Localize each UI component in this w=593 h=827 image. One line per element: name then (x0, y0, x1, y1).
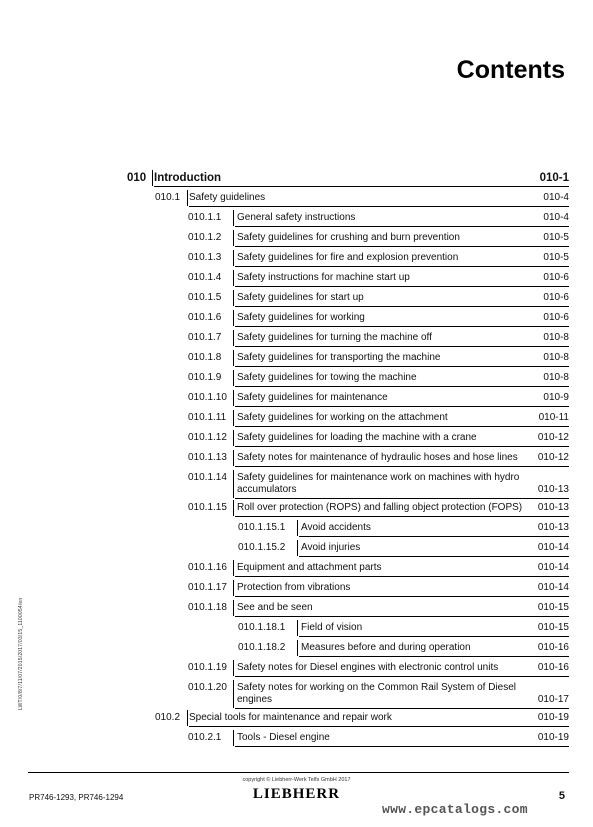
toc-entry-page: 010-13 (537, 484, 569, 495)
toc-entry-number: 010.1.4 (188, 272, 222, 283)
toc-entry-title: Equipment and attachment parts (237, 562, 382, 573)
toc-underline (235, 676, 569, 677)
toc-entry-title: General safety instructions (237, 212, 356, 223)
toc-entry-title: Safety guidelines for start up (237, 292, 364, 303)
toc-underline (235, 498, 569, 499)
toc-entry-title: Field of vision (301, 622, 363, 633)
toc-entry-page: 010-12 (537, 432, 569, 443)
toc-entry-number: 010.1 (155, 192, 181, 203)
toc-underline (235, 326, 569, 327)
toc-entry[interactable] (0, 472, 593, 496)
toc-indent-bar (233, 450, 234, 466)
toc-indent-bar (233, 680, 234, 708)
toc-underline (235, 366, 569, 367)
toc-indent-bar (233, 500, 234, 516)
toc-entry[interactable] (0, 542, 593, 554)
toc-underline (299, 536, 569, 537)
toc-entry[interactable] (0, 392, 593, 404)
toc-entry[interactable] (0, 372, 593, 384)
toc-indent-bar (233, 230, 234, 246)
toc-indent-bar (233, 430, 234, 446)
toc-entry-title: Safety guidelines for towing the machine (237, 372, 417, 383)
toc-entry-page: 010-15 (537, 602, 569, 613)
toc-entry-title: Safety guidelines (189, 192, 266, 203)
toc-entry-page: 010-17 (537, 694, 569, 705)
toc-entry[interactable] (0, 642, 593, 654)
toc-entry[interactable] (0, 212, 593, 224)
toc-entry-page: 010-14 (537, 542, 569, 553)
toc-entry-number: 010.1.14 (188, 472, 227, 483)
toc-entry[interactable] (0, 312, 593, 324)
toc-underline (235, 708, 569, 709)
toc-entry-number: 010.1.18.2 (238, 642, 286, 653)
toc-entry-number: 010.2.1 (188, 732, 222, 743)
toc-underline (235, 576, 569, 577)
toc-entry-page: 010-5 (543, 252, 569, 263)
toc-indent-bar (187, 710, 188, 726)
toc-entry[interactable] (0, 522, 593, 534)
toc-entry-page: 010-4 (543, 192, 569, 203)
toc-indent-bar (233, 350, 234, 366)
toc-entry-number: 010.2 (155, 712, 181, 723)
toc-entry-number: 010.1.6 (188, 312, 222, 323)
toc-underline (235, 406, 569, 407)
toc-entry-title: Avoid accidents (301, 522, 371, 533)
toc-underline (299, 556, 569, 557)
toc-underline (235, 466, 569, 467)
toc-indent-bar (233, 580, 234, 596)
toc-entry-page: 010-8 (543, 352, 569, 363)
toc-entry-number: 010.1.3 (188, 252, 222, 263)
toc-indent-bar (233, 310, 234, 326)
toc-indent-bar (233, 250, 234, 266)
toc-indent-bar (233, 290, 234, 306)
toc-entry-title: Safety guidelines for crushing and burn prevention (237, 232, 460, 243)
toc-entry-number: 010 (127, 172, 147, 184)
toc-entry-title: Safety guidelines for fire and explosion prevention (237, 252, 459, 263)
toc-entry-title: Safety guidelines for maintenance (237, 392, 388, 403)
toc-entry-page: 010-8 (543, 332, 569, 343)
toc-entry-page: 010-16 (537, 642, 569, 653)
toc-indent-bar (233, 410, 234, 426)
toc-underline (235, 426, 569, 427)
toc-entry-number: 010.1.8 (188, 352, 222, 363)
toc-indent-bar (297, 640, 298, 656)
toc-entry-title: Safety guidelines for working on the attachment (237, 412, 448, 423)
model-numbers: PR746-1293, PR746-1294 (29, 793, 124, 802)
toc-entry-title: Safety notes for working on the Common Rail System of Diesel engines (237, 682, 517, 705)
toc-entry-number: 010.1.18 (188, 602, 227, 613)
toc-entry-page: 010-6 (543, 272, 569, 283)
toc-indent-bar (233, 660, 234, 676)
toc-entry[interactable] (0, 582, 593, 594)
toc-indent-bar (233, 210, 234, 226)
toc-entry-page: 010-15 (537, 622, 569, 633)
toc-entry-number: 010.1.7 (188, 332, 222, 343)
toc-indent-bar (233, 270, 234, 286)
toc-underline (235, 386, 569, 387)
toc-entry-title: Safety guidelines for transporting the machine (237, 352, 441, 363)
toc-entry-page: 010-8 (543, 372, 569, 383)
toc-entry-page: 010-9 (543, 392, 569, 403)
toc-entry-number: 010.1.16 (188, 562, 227, 573)
toc-entry[interactable] (0, 732, 593, 744)
toc-entry[interactable] (0, 682, 593, 706)
toc-entry-page: 010-13 (537, 502, 569, 513)
toc-entry-number: 010.1.12 (188, 432, 227, 443)
toc-entry[interactable] (0, 292, 593, 304)
toc-entry-number: 010.1.18.1 (238, 622, 286, 633)
toc-entry[interactable] (0, 232, 593, 244)
toc-entry-title: See and be seen (237, 602, 313, 613)
toc-entry-title: Measures before and during operation (301, 642, 471, 653)
toc-entry-number: 010.1.5 (188, 292, 222, 303)
toc-entry-number: 010.1.20 (188, 682, 227, 693)
toc-entry-title: Safety instructions for machine start up (237, 272, 410, 283)
toc-indent-bar (233, 560, 234, 576)
toc-entry[interactable] (0, 172, 593, 184)
toc-entry-page: 010-13 (537, 522, 569, 533)
toc-entry[interactable] (0, 272, 593, 284)
toc-entry-title: Safety notes for Diesel engines with electronic control units (237, 662, 499, 673)
toc-entry[interactable] (0, 502, 593, 514)
toc-indent-bar (297, 520, 298, 536)
toc-underline (189, 206, 569, 207)
toc-underline (235, 746, 569, 747)
toc-entry-title: Avoid injuries (301, 542, 361, 553)
toc-entry-page: 010-19 (537, 732, 569, 743)
footer-divider (28, 772, 569, 773)
document-code: LWT/0/8/7/11/07/2015/2017/03/15_1100054/en (18, 597, 24, 710)
toc-entry[interactable] (0, 252, 593, 264)
toc-indent-bar (297, 540, 298, 556)
toc-entry-page: 010-12 (537, 452, 569, 463)
toc-entry-page: 010-4 (543, 212, 569, 223)
toc-underline (235, 226, 569, 227)
toc-entry-number: 010.1.9 (188, 372, 222, 383)
toc-indent-bar (233, 600, 234, 616)
toc-underline (299, 636, 569, 637)
toc-entry-title: Tools - Diesel engine (237, 732, 330, 743)
toc-indent-bar (152, 170, 153, 186)
toc-underline (235, 286, 569, 287)
toc-indent-bar (297, 620, 298, 636)
toc-indent-bar (233, 370, 234, 386)
toc-entry-number: 010.1.19 (188, 662, 227, 673)
toc-indent-bar (187, 190, 188, 206)
toc-entry-number: 010.1.15 (188, 502, 227, 513)
toc-entry-number: 010.1.15.2 (238, 542, 286, 553)
toc-entry-number: 010.1.13 (188, 452, 227, 463)
toc-indent-bar (233, 390, 234, 406)
toc-entry[interactable] (0, 352, 593, 364)
toc-entry[interactable] (0, 192, 593, 204)
toc-entry[interactable] (0, 332, 593, 344)
page-number: 5 (558, 790, 565, 802)
toc-entry-title: Special tools for maintenance and repair work (189, 712, 392, 723)
toc-underline (235, 516, 569, 517)
toc-entry-title: Safety guidelines for maintenance work on machines with hydro accumulators (237, 472, 520, 495)
toc-entry-title: Roll over protection (ROPS) and falling object protection (FOPS) (237, 502, 523, 513)
copyright-text: copyright © Liebherr-Werk Telfs GmbH 2017 (242, 777, 351, 783)
toc-entry-title: Safety notes for maintenance of hydraulic hoses and hose lines (237, 452, 518, 463)
toc-entry-number: 010.1.11 (188, 412, 227, 423)
toc-entry-title: Safety guidelines for loading the machine with a crane (237, 432, 477, 443)
toc-underline (235, 306, 569, 307)
toc-underline (189, 726, 569, 727)
toc-entry[interactable] (0, 602, 593, 614)
toc-underline (299, 656, 569, 657)
toc-underline (235, 616, 569, 617)
toc-entry-page: 010-6 (543, 312, 569, 323)
toc-entry-number: 010.1.1 (188, 212, 222, 223)
toc-entry-number: 010.1.17 (188, 582, 227, 593)
page-title: Contents (456, 56, 565, 84)
toc-entry[interactable] (0, 452, 593, 464)
toc-entry-page: 010-1 (539, 172, 569, 184)
toc-entry-page: 010-14 (537, 582, 569, 593)
toc-underline (235, 346, 569, 347)
toc-entry-number: 010.1.10 (188, 392, 227, 403)
toc-entry-page: 010-5 (543, 232, 569, 243)
toc-entry[interactable] (0, 412, 593, 424)
toc-underline (235, 596, 569, 597)
toc-entry[interactable] (0, 432, 593, 444)
toc-entry-title: Introduction (154, 172, 222, 184)
toc-entry-number: 010.1.15.1 (238, 522, 286, 533)
toc-entry-title: Safety guidelines for working (237, 312, 365, 323)
toc-entry[interactable] (0, 562, 593, 574)
toc-entry-page: 010-14 (537, 562, 569, 573)
toc-entry-page: 010-16 (537, 662, 569, 673)
toc-entry[interactable] (0, 712, 593, 724)
toc-underline (235, 246, 569, 247)
watermark-text: www.epcatalogs.com (382, 802, 528, 817)
toc-indent-bar (233, 730, 234, 746)
toc-entry-title: Protection from vibrations (237, 582, 351, 593)
liebherr-logo: LIEBHERR (252, 786, 341, 802)
toc-entry-page: 010-11 (538, 412, 569, 423)
toc-underline (235, 266, 569, 267)
toc-underline (235, 446, 569, 447)
toc-entry-title: Safety guidelines for turning the machine off (237, 332, 432, 343)
toc-entry-page: 010-19 (537, 712, 569, 723)
toc-entry-number: 010.1.2 (188, 232, 222, 243)
toc-indent-bar (233, 330, 234, 346)
toc-entry[interactable] (0, 662, 593, 674)
toc-entry[interactable] (0, 622, 593, 634)
toc-entry-page: 010-6 (543, 292, 569, 303)
toc-indent-bar (233, 470, 234, 498)
toc-underline (154, 186, 569, 187)
